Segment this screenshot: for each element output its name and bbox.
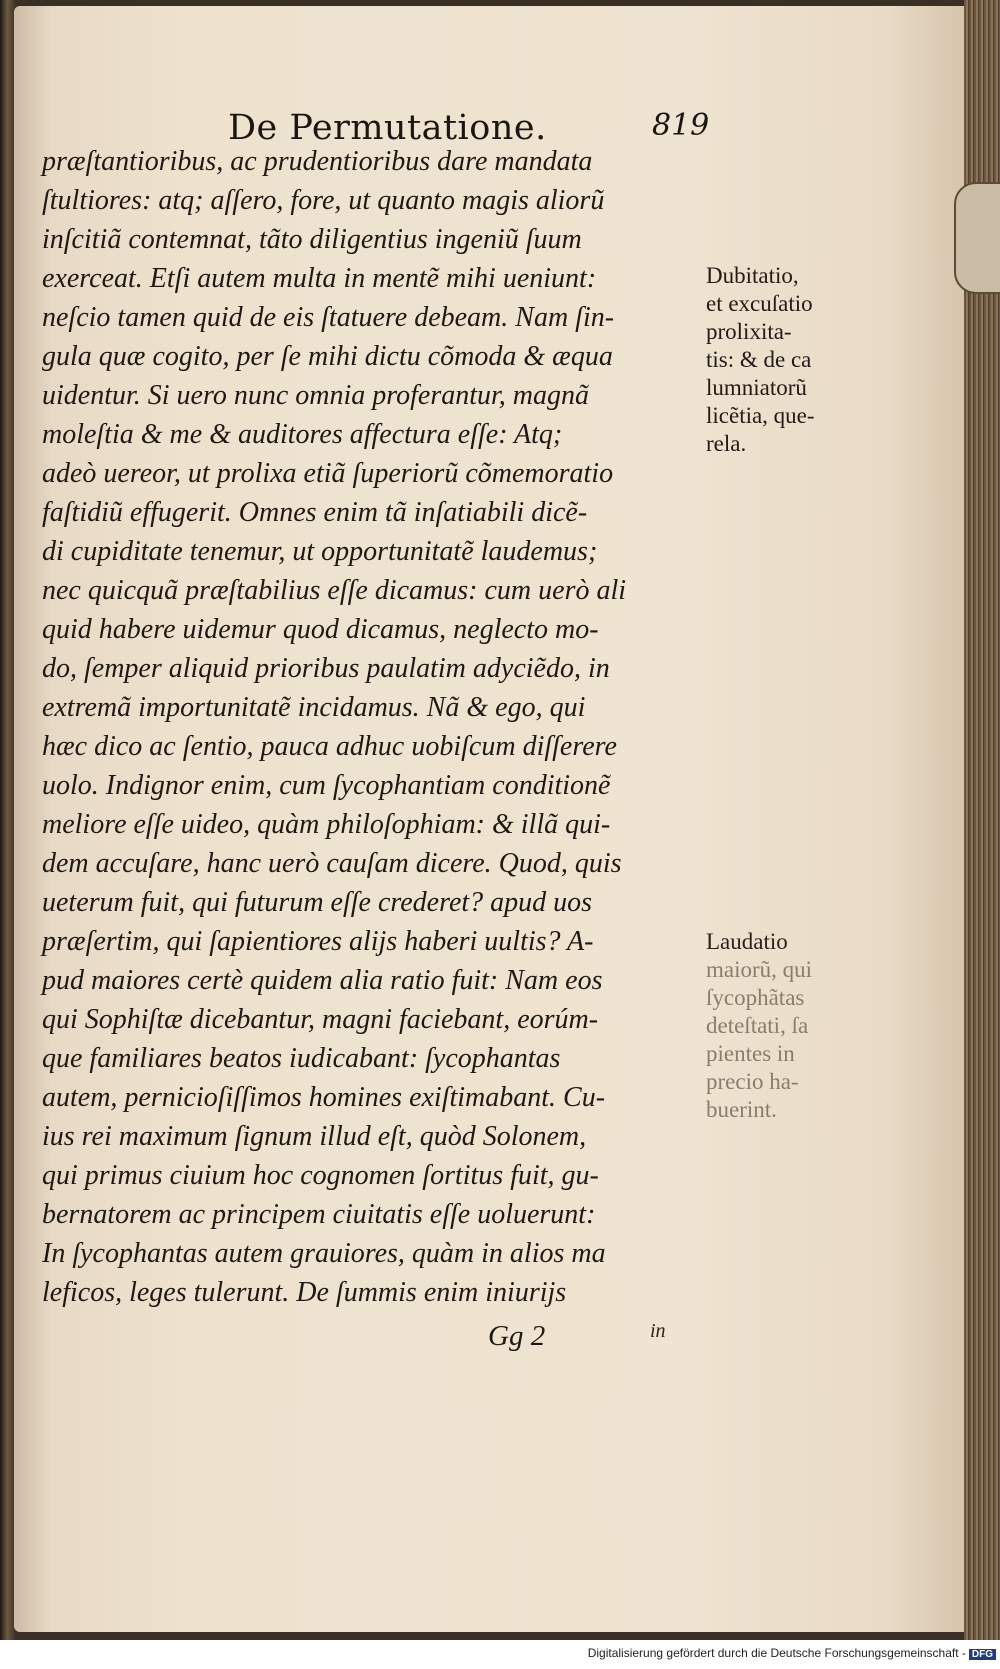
note-line: pientes in	[706, 1041, 795, 1066]
note-line: maiorũ, qui	[706, 957, 813, 982]
text-line: ſtultiores: atq; aſſero, fore, ut quanto magis aliorũ	[42, 185, 605, 216]
text-line: leficos, leges tulerunt. De ſummis enim iniurijs	[42, 1277, 567, 1308]
text-line: qui primus ciuium hoc cognomen ſortitus fuit, gu-	[42, 1160, 599, 1191]
text-line: uolo. Indignor enim, cum ſycophantiam conditionẽ	[42, 770, 611, 801]
note-line: Dubitatio,	[706, 263, 799, 288]
text-line: ueterum fuit, qui futurum eſſe crederet? apud uos	[42, 887, 593, 918]
signature-mark: Gg 2	[488, 1320, 546, 1352]
note-line: et excuſatio	[706, 291, 813, 316]
text-line: extremã importunitatẽ incidamus. Nã & ego, qui	[42, 692, 586, 723]
text-line: di cupiditate tenemur, ut opportunitatẽ laudemus;	[42, 536, 598, 567]
note-line: buerint.	[706, 1097, 777, 1122]
note-line: Laudatio	[706, 929, 788, 954]
text-line: que familiares beatos iudicabant: ſycophantas	[42, 1043, 561, 1074]
text-line: neſcio tamen quid de eis ſtatuere debeam. Nam ſin-	[42, 302, 615, 333]
note-line: lumniatorũ	[706, 375, 807, 400]
note-line: tis: & de ca	[706, 347, 812, 372]
footer-credit	[588, 1646, 996, 1660]
running-header: De Permutatione.	[228, 108, 547, 148]
footer-text: Digitalisierung gefördert durch die Deutsche Forschungsgemeinschaft -	[587, 1646, 966, 1660]
text-line: dem accuſare, hanc uerò cauſam dicere. Quod, quis	[42, 848, 622, 879]
text-line: nec quicquã præſtabilius eſſe dicamus: cum uerò ali	[42, 575, 627, 606]
text-line: do, ſemper aliquid prioribus paulatim adyciẽdo, in	[42, 653, 610, 684]
text-line: faſtidiũ effugerit. Omnes enim tã inſatiabili dicẽ-	[42, 497, 588, 528]
text-line: qui Sophiſtæ dicebantur, magni faciebant, eorúm-	[42, 1004, 599, 1035]
text-line: exerceat. Etſi autem multa in mentẽ mihi ueniunt:	[42, 263, 597, 294]
text-line: adeò uereor, ut prolixa etiã ſuperiorũ cõmemoratio	[42, 458, 614, 489]
text-line: præſertim, qui ſapientiores alijs haberi uultis? A-	[42, 926, 594, 957]
page-number: 819	[652, 108, 710, 143]
note-line: deteſtati, ſa	[706, 1013, 809, 1038]
text-line: moleſtia & me & auditores affectura eſſe: Atq;	[42, 419, 563, 450]
body-text	[42, 142, 702, 1312]
dfg-logo: DFG	[969, 1649, 996, 1660]
text-line: ius rei maximum ſignum illud eſt, quòd Solonem,	[42, 1121, 587, 1152]
note-line: precio ha-	[706, 1069, 799, 1094]
note-line: prolixita-	[706, 319, 792, 344]
marginal-note-dubitatio	[706, 262, 815, 458]
text-line: uidentur. Si uero nunc omnia proferantur, magnã	[42, 380, 590, 411]
text-line: hæc dico ac ſentio, pauca adhuc uobiſcum diſſerere	[42, 731, 617, 762]
page-tab-marker	[954, 182, 1000, 294]
marginal-note-laudatio	[706, 928, 812, 1124]
text-line: bernatorem ac principem ciuitatis eſſe uoluerunt:	[42, 1199, 596, 1230]
note-line: licẽtia, que-	[706, 403, 815, 428]
text-line: In ſycophantas autem grauiores, quàm in alios ma	[42, 1238, 606, 1269]
text-line: meliore eſſe uideo, quàm philoſophiam: & illã qui-	[42, 809, 611, 840]
text-line: præſtantioribus, ac prudentioribus dare mandata	[42, 146, 593, 177]
note-line: ſycophãtas	[706, 985, 805, 1010]
text-line: inſcitiã contemnat, tãto diligentius ingeniũ ſuum	[42, 224, 582, 255]
text-line: quid habere uidemur quod dicamus, neglecto mo-	[42, 614, 599, 645]
note-line: rela.	[706, 431, 747, 456]
text-line: gula quæ cogito, per ſe mihi dictu cõmoda & æqua	[42, 341, 613, 372]
catchword: in	[650, 1320, 666, 1342]
text-line: autem, pernicioſiſſimos homines exiſtimabant. Cu-	[42, 1082, 606, 1113]
text-line: pud maiores certè quidem alia ratio fuit: Nam eos	[42, 965, 603, 996]
